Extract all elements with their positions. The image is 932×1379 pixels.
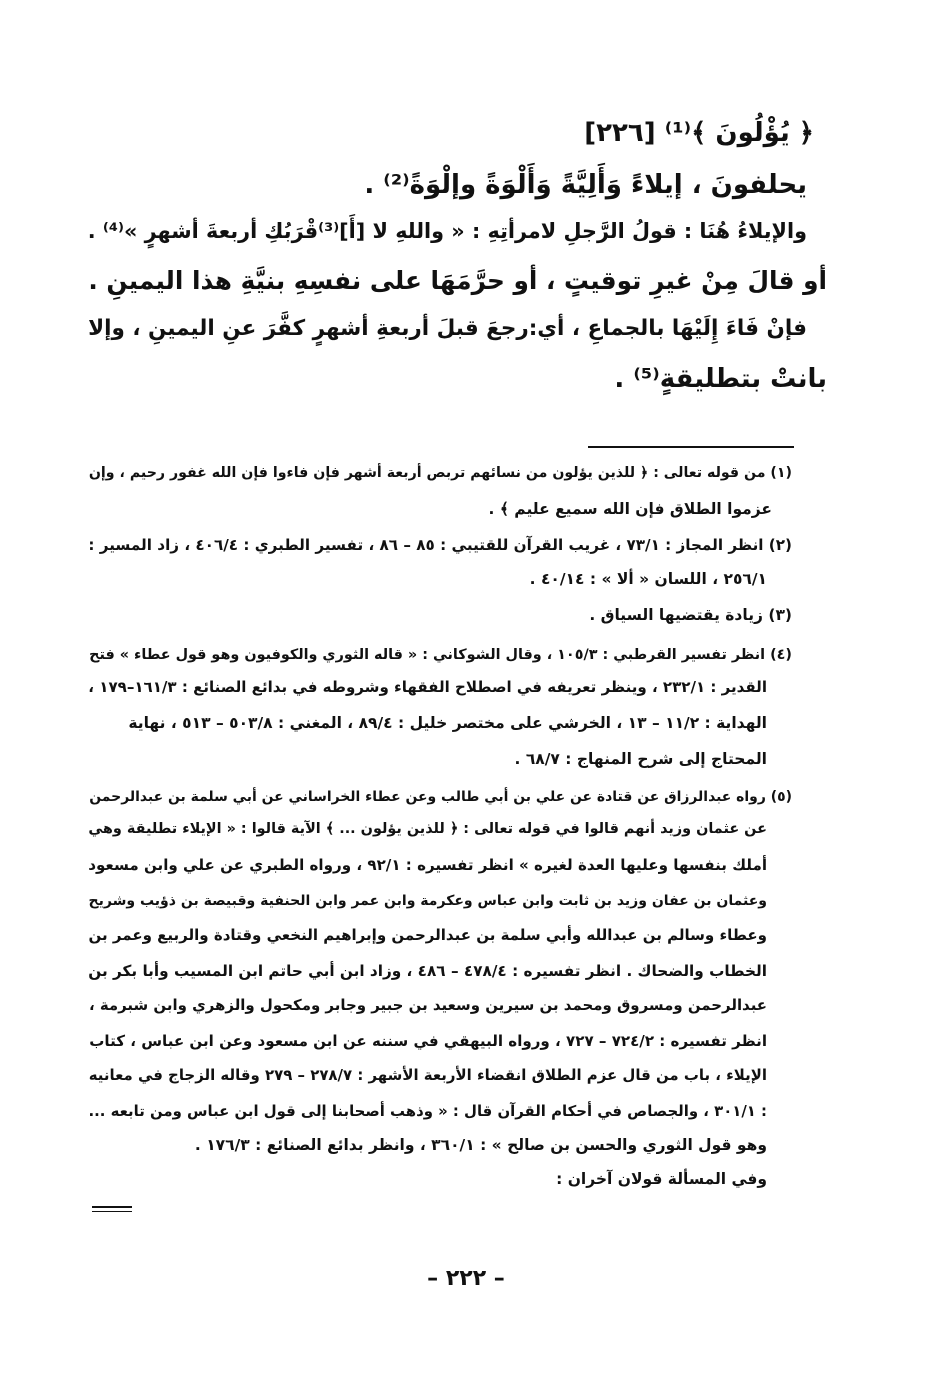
- footnote-line: (٤) انظر تفسير القرطبي : ١٠٥/٣ ، وقال الشوكاني : « قاله الثوري والكوفيون وهو قول عطاء » فتح: [89, 647, 792, 663]
- footnote-line: وعثمان بن عفان وزيد بن ثابت وابن عباس وعكرمة وابن عمر وابن الحنفية وقبيصة بن ذؤيب وشريح: [88, 893, 767, 909]
- footnote-line: الخطاب والضحاك . انظر تفسيره : ٤٧٨/٤ – ٤٨٦ ، وزاد ابن أبي حاتم ابن المسيب وأبا بكر بن: [88, 962, 767, 980]
- footnote-line: عن عثمان وزيد أنهم قالوا في قوله تعالى : ﴿ للذين يؤلون ... ﴾ الآية قالوا : « الإيلاء تطليقة وهي: [88, 821, 767, 837]
- footnote-line: (٥) رواه عبدالرزاق عن قتادة عن علي بن أبي طالب وعن عطاء الخراساني عن أبي سلمة بن عبدالرحمن: [89, 789, 792, 805]
- footnote-line: المحتاج إلى شرح المنهاج : ٦٨/٧ .: [514, 750, 767, 768]
- footnote-line: الهداية : ١١/٢ – ١٣ ، الخرشي على مختصر خليل : ٨٩/٤ ، المغني : ٥٠٣/٨ – ٥١٣ ، نهاية: [128, 714, 767, 732]
- footnote-line: عبدالرحمن ومسروق ومحمد بن سيرين وسعيد بن جبير وجابر ومكحول والزهري وابن شبرمة ،: [88, 996, 767, 1014]
- footnote-line: وفي المسألة قولان آخران :: [556, 1170, 767, 1188]
- footnote-separator: [588, 446, 794, 448]
- footnote-line: انظر تفسيره : ٧٢٤/٢ – ٧٢٧ ، ورواه البيهقي في سننه عن ابن مسعود وعن ابن عباس ، كتاب: [89, 1032, 767, 1050]
- end-mark: [92, 1206, 132, 1208]
- text-line: فإنْ فَاءَ إِلَيْهَا بالجماعِ ، أي:رجعَ قبلَ أربعةِ أشهرٍ كفَّرَ عنِ اليمينِ ، وإلا: [88, 316, 807, 341]
- footnote-line: (٢) انظر المجاز : ٧٣/١ ، غريب القرآن للقتيبي : ٨٥ – ٨٦ ، تفسير الطبري : ٤٠٦/٤ ، زاد المسير :: [88, 536, 792, 554]
- footnote-line: أملك بنفسها وعليها العدة لغيره » انظر تفسيره : ٩٢/١ ، ورواه الطبري عن علي وابن مسعود: [88, 856, 767, 874]
- end-mark-2: [92, 1211, 132, 1212]
- verse-line: ﴿ يُؤْلُونَ ﴾⁽¹⁾ [٢٢٦]: [584, 118, 814, 148]
- footnote-line: الإيلاء ، باب من قال عزم الطلاق انقضاء الأربعة الأشهر : ٢٧٨/٧ – ٢٧٩ وقاله الزجاج في معانيه: [88, 1066, 767, 1084]
- footnote-line: القدير : ٢٣٢/١ ، وينظر تعريفه في اصطلاح الفقهاء وشروطه في بدائع الصنائع : ١٦١/٣–١٧٩ ،: [88, 678, 767, 696]
- text-line: بانتْ بتطليقةٍ⁽⁵⁾ .: [614, 364, 827, 394]
- footnote-line: وعطاء وسالم بن عبدالله وأبي سلمة بن عبدالرحمن وإبراهيم النخعي وقتادة والربيع وعمر بن: [88, 926, 767, 944]
- footnote-line: ٢٥٦/١ ، اللسان « ألا » : ٤٠/١٤ .: [529, 570, 767, 588]
- footnote-line: (١) من قوله تعالى : ﴿ للذين يؤلون من نسائهم تربص أربعة أشهر فإن فاءوا فإن الله غفور رحيم ، وإن: [88, 465, 792, 481]
- text-line: يحلفونَ ، إيلاءً وَأَلِيَّةً وَأَلْوَةً وإلْوَةً⁽²⁾ .: [364, 170, 807, 200]
- page-number: – ٢٢٢ –: [427, 1266, 505, 1291]
- footnote-line: وهو قول الثوري والحسن بن صالح » : ٣٦٠/١ ، وانظر بدائع الصنائع : ١٧٦/٣ .: [194, 1136, 767, 1154]
- footnote-line: عزموا الطلاق فإن الله سميع عليم ﴾ .: [488, 500, 772, 518]
- footnote-line: : ٣٠١/١ ، والجصاص في أحكام القرآن قال : « وذهب أصحابنا إلى قول ابن عباس ومن تابعه ...: [88, 1102, 767, 1120]
- text-line: والإيلاءُ هُنَا : قولُ الرَّجلِ لامرأتِهِ : « واللهِ لا [أَ]⁽³⁾قْرَبُكِ أربعةَ أشهرٍ »⁽⁴⁾ .: [87, 219, 807, 243]
- text-line: أو قالَ مِنْ غيرِ توقيتٍ ، أو حرَّمَهَا على نفسِهِ بنيَّةِ هذا اليمينِ .: [88, 266, 827, 295]
- footnote-line: (٣) زيادة يقتضيها السياق .: [589, 606, 792, 624]
